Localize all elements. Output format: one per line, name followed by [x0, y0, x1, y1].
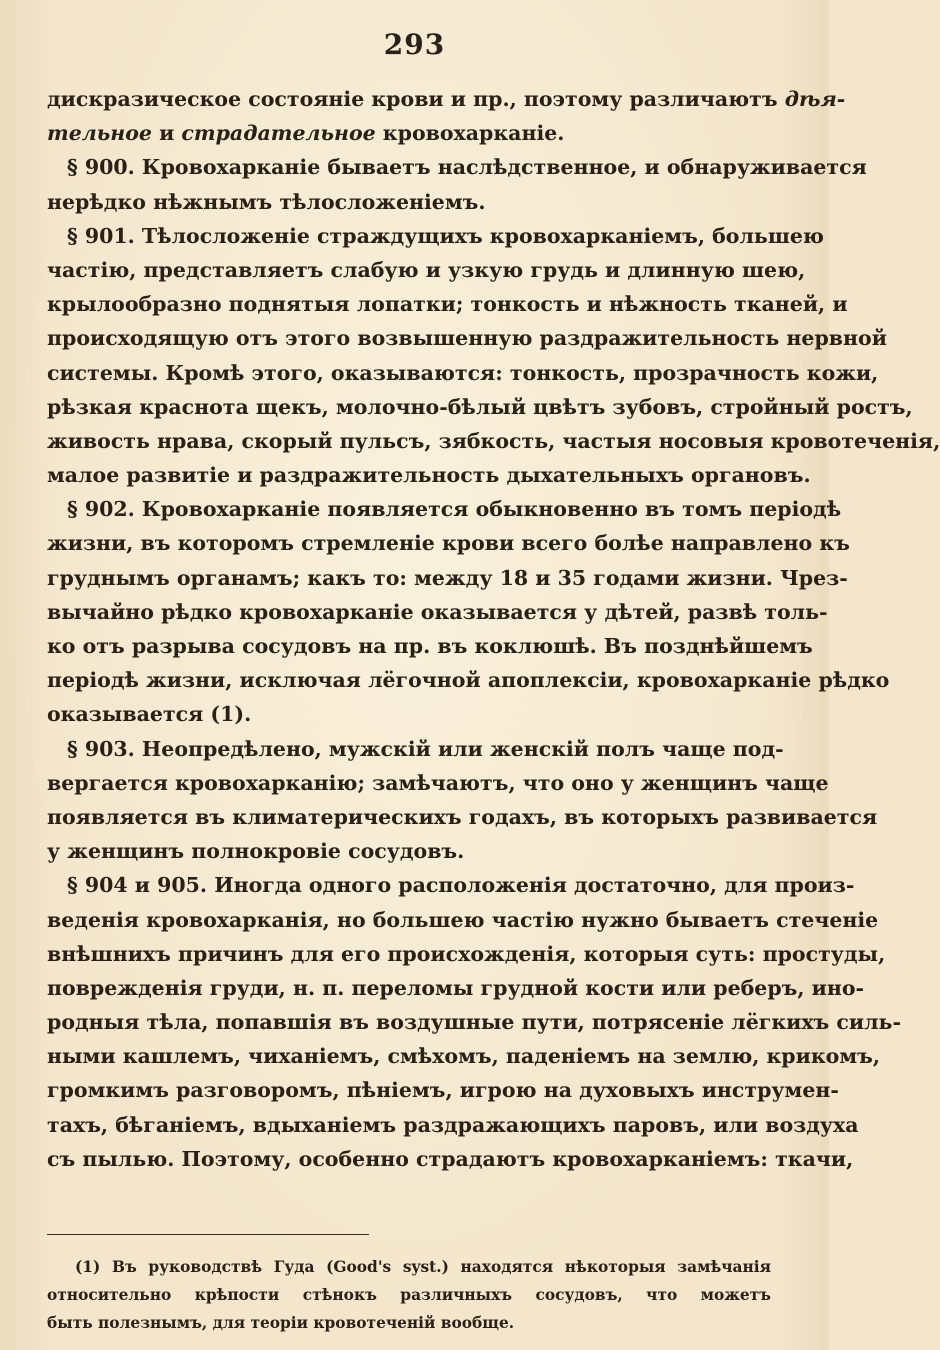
- footnote-separator: [47, 1234, 369, 1235]
- paragraph-902-line: жизни, въ которомъ стремленіе крови всего болѣе направлено къ: [47, 531, 850, 556]
- paragraph-904-line: громкимъ разговоромъ, пѣніемъ, игрою на духовыхъ инструмен-: [47, 1078, 839, 1103]
- paragraph-904-line: родныя тѣла, попавшія въ воздушные пути, потрясеніе лёгкихъ силь-: [47, 1010, 901, 1035]
- page-number: 293: [383, 28, 446, 61]
- paragraph-901-line: системы. Кромѣ этого, оказываются: тонкость, прозрачность кожи,: [47, 360, 879, 385]
- paragraph-903-line: вергается кровохарканію; замѣчаютъ, что оно у женщинъ чаще: [47, 770, 829, 795]
- paragraph-904-line: веденія кровохарканія, но большею частію нужно бываетъ стеченіе: [47, 907, 879, 932]
- paragraph-904-line: поврежденія груди, н. п. переломы грудной кости или реберъ, ино-: [47, 975, 865, 1000]
- paragraph-901-line: малое развитіе и раздражительность дыхательныхъ органовъ.: [47, 463, 811, 488]
- footnote: [47, 1253, 771, 1337]
- paragraph-900-line: нерѣдко нѣжнымъ тѣлосложеніемъ.: [47, 189, 486, 214]
- text-line: тельное и страдательное кровохарканіе.: [47, 121, 565, 146]
- paragraph-902-line: вычайно рѣдко кровохарканіе оказывается у дѣтей, развѣ толь-: [47, 599, 828, 624]
- paragraph-902-line: § 902. Кровохарканіе появляется обыкновенно въ томъ періодѣ: [67, 497, 842, 522]
- body-text: [47, 82, 940, 1176]
- paragraph-904-line: ными кашлемъ, чиханіемъ, смѣхомъ, паденіемъ на землю, крикомъ,: [47, 1044, 880, 1069]
- paragraph-901-line: крылообразно поднятыя лопатки; тонкость и нѣжность тканей, и: [47, 292, 848, 317]
- paragraph-901-line: частію, представляетъ слабую и узкую грудь и длинную шею,: [47, 257, 806, 282]
- paragraph-901-line: рѣзкая краснота щекъ, молочно-бѣлый цвѣтъ зубовъ, стройный ростъ,: [47, 394, 913, 419]
- footnote-line: относительно крѣпости стѣнокъ различныхъ сосудовъ, что можетъ: [47, 1286, 771, 1304]
- paragraph-902-line: груднымъ органамъ; какъ то: между 18 и 35 годами жизни. Чрез-: [47, 565, 848, 590]
- paragraph-903-line: появляется въ климатерическихъ годахъ, въ которыхъ развивается: [47, 804, 878, 829]
- paragraph-902-line: періодѣ жизни, исключая лёгочной апоплексіи, кровохарканіе рѣдко: [47, 668, 890, 693]
- paragraph-904-line: съ пылью. Поэтому, особенно страдаютъ кровохарканіемъ: ткачи,: [47, 1146, 854, 1171]
- paragraph-901-line: живость нрава, скорый пульсъ, зябкость, частыя носовыя кровотеченія,: [47, 428, 940, 453]
- paragraph-904-line: внѣшнихъ причинъ для его происхожденія, которыя суть: простуды,: [47, 941, 886, 966]
- footnote-line: быть полезнымъ, для теоріи кровотеченій вообще.: [47, 1314, 515, 1332]
- text-line: дискразическое состояніе крови и пр., поэтому различаютъ дѣя-: [47, 87, 846, 111]
- paragraph-903-line: у женщинъ полнокровіе сосудовъ.: [47, 839, 465, 864]
- footnote-line: (1) Въ руководствѣ Гуда (Good's syst.) находятся нѣкоторыя замѣчанія: [75, 1258, 771, 1276]
- paragraph-900-line: § 900. Кровохарканіе бываетъ наслѣдственное, и обнаруживается: [67, 155, 867, 180]
- paragraph-903-line: § 903. Неопредѣлено, мужскій или женскій полъ чаще под-: [67, 736, 784, 761]
- paragraph-901-line: § 901. Тѣлосложеніе страждущихъ кровохарканіемъ, большею: [67, 223, 824, 248]
- paragraph-904-line: § 904 и 905. Иногда одного расположенія достаточно, для произ-: [67, 873, 855, 898]
- paragraph-901-line: происходящую отъ этого возвышенную раздражительность нервной: [47, 326, 887, 351]
- paragraph-902-line: оказывается (1).: [47, 702, 252, 727]
- paragraph-904-line: тахъ, бѣганіемъ, вдыханіемъ раздражающихъ паровъ, или воздуха: [47, 1112, 859, 1137]
- paragraph-902-line: ко отъ разрыва сосудовъ на пр. въ коклюшѣ. Въ позднѣйшемъ: [47, 634, 813, 658]
